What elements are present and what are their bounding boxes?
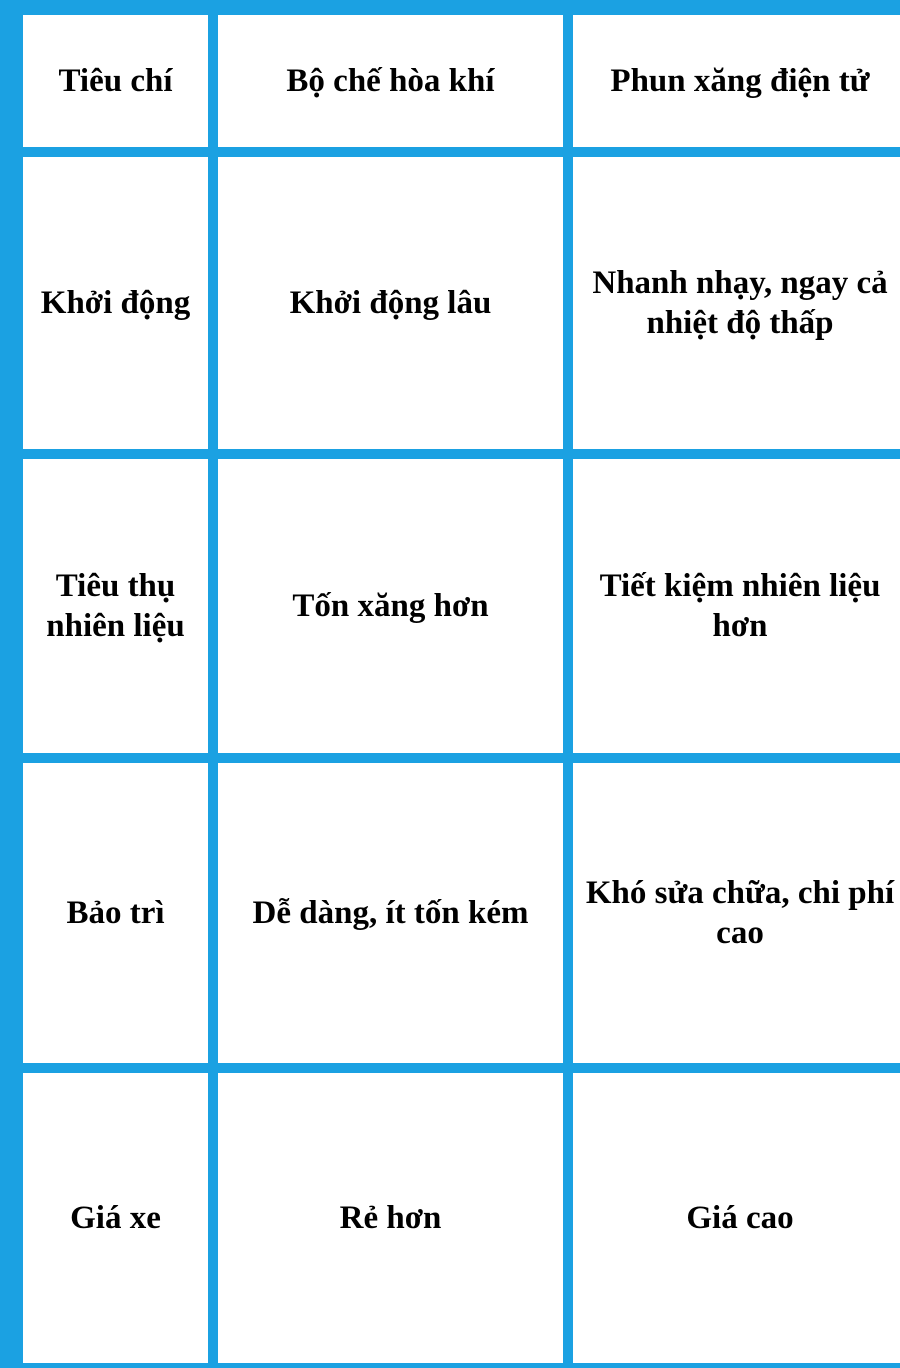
row-criterion: Bảo trì: [18, 758, 213, 1068]
row-carburetor-value: Rẻ hơn: [213, 1068, 568, 1368]
row-fuel-injection-value: Tiết kiệm nhiên liệu hơn: [568, 454, 900, 758]
row-fuel-injection-value: Nhanh nhạy, ngay cả nhiệt độ thấp: [568, 152, 900, 454]
table-row: [18, 454, 900, 758]
column-header-fuel-injection: Phun xăng điện tử: [568, 10, 900, 152]
column-header-carburetor: Bộ chế hòa khí: [213, 10, 568, 152]
row-criterion: Khởi động: [18, 152, 213, 454]
row-carburetor-value: Tốn xăng hơn: [213, 454, 568, 758]
table-header-row: [18, 10, 900, 152]
table-row: [18, 758, 900, 1068]
row-criterion: Tiêu thụ nhiên liệu: [18, 454, 213, 758]
row-fuel-injection-value: Khó sửa chữa, chi phí cao: [568, 758, 900, 1068]
table-row: [18, 1068, 900, 1368]
row-carburetor-value: Khởi động lâu: [213, 152, 568, 454]
row-carburetor-value: Dễ dàng, ít tốn kém: [213, 758, 568, 1068]
row-criterion: Giá xe: [18, 1068, 213, 1368]
column-header-criterion: Tiêu chí: [18, 10, 213, 152]
row-fuel-injection-value: Giá cao: [568, 1068, 900, 1368]
table-row: [18, 152, 900, 454]
comparison-table: [18, 10, 900, 1368]
